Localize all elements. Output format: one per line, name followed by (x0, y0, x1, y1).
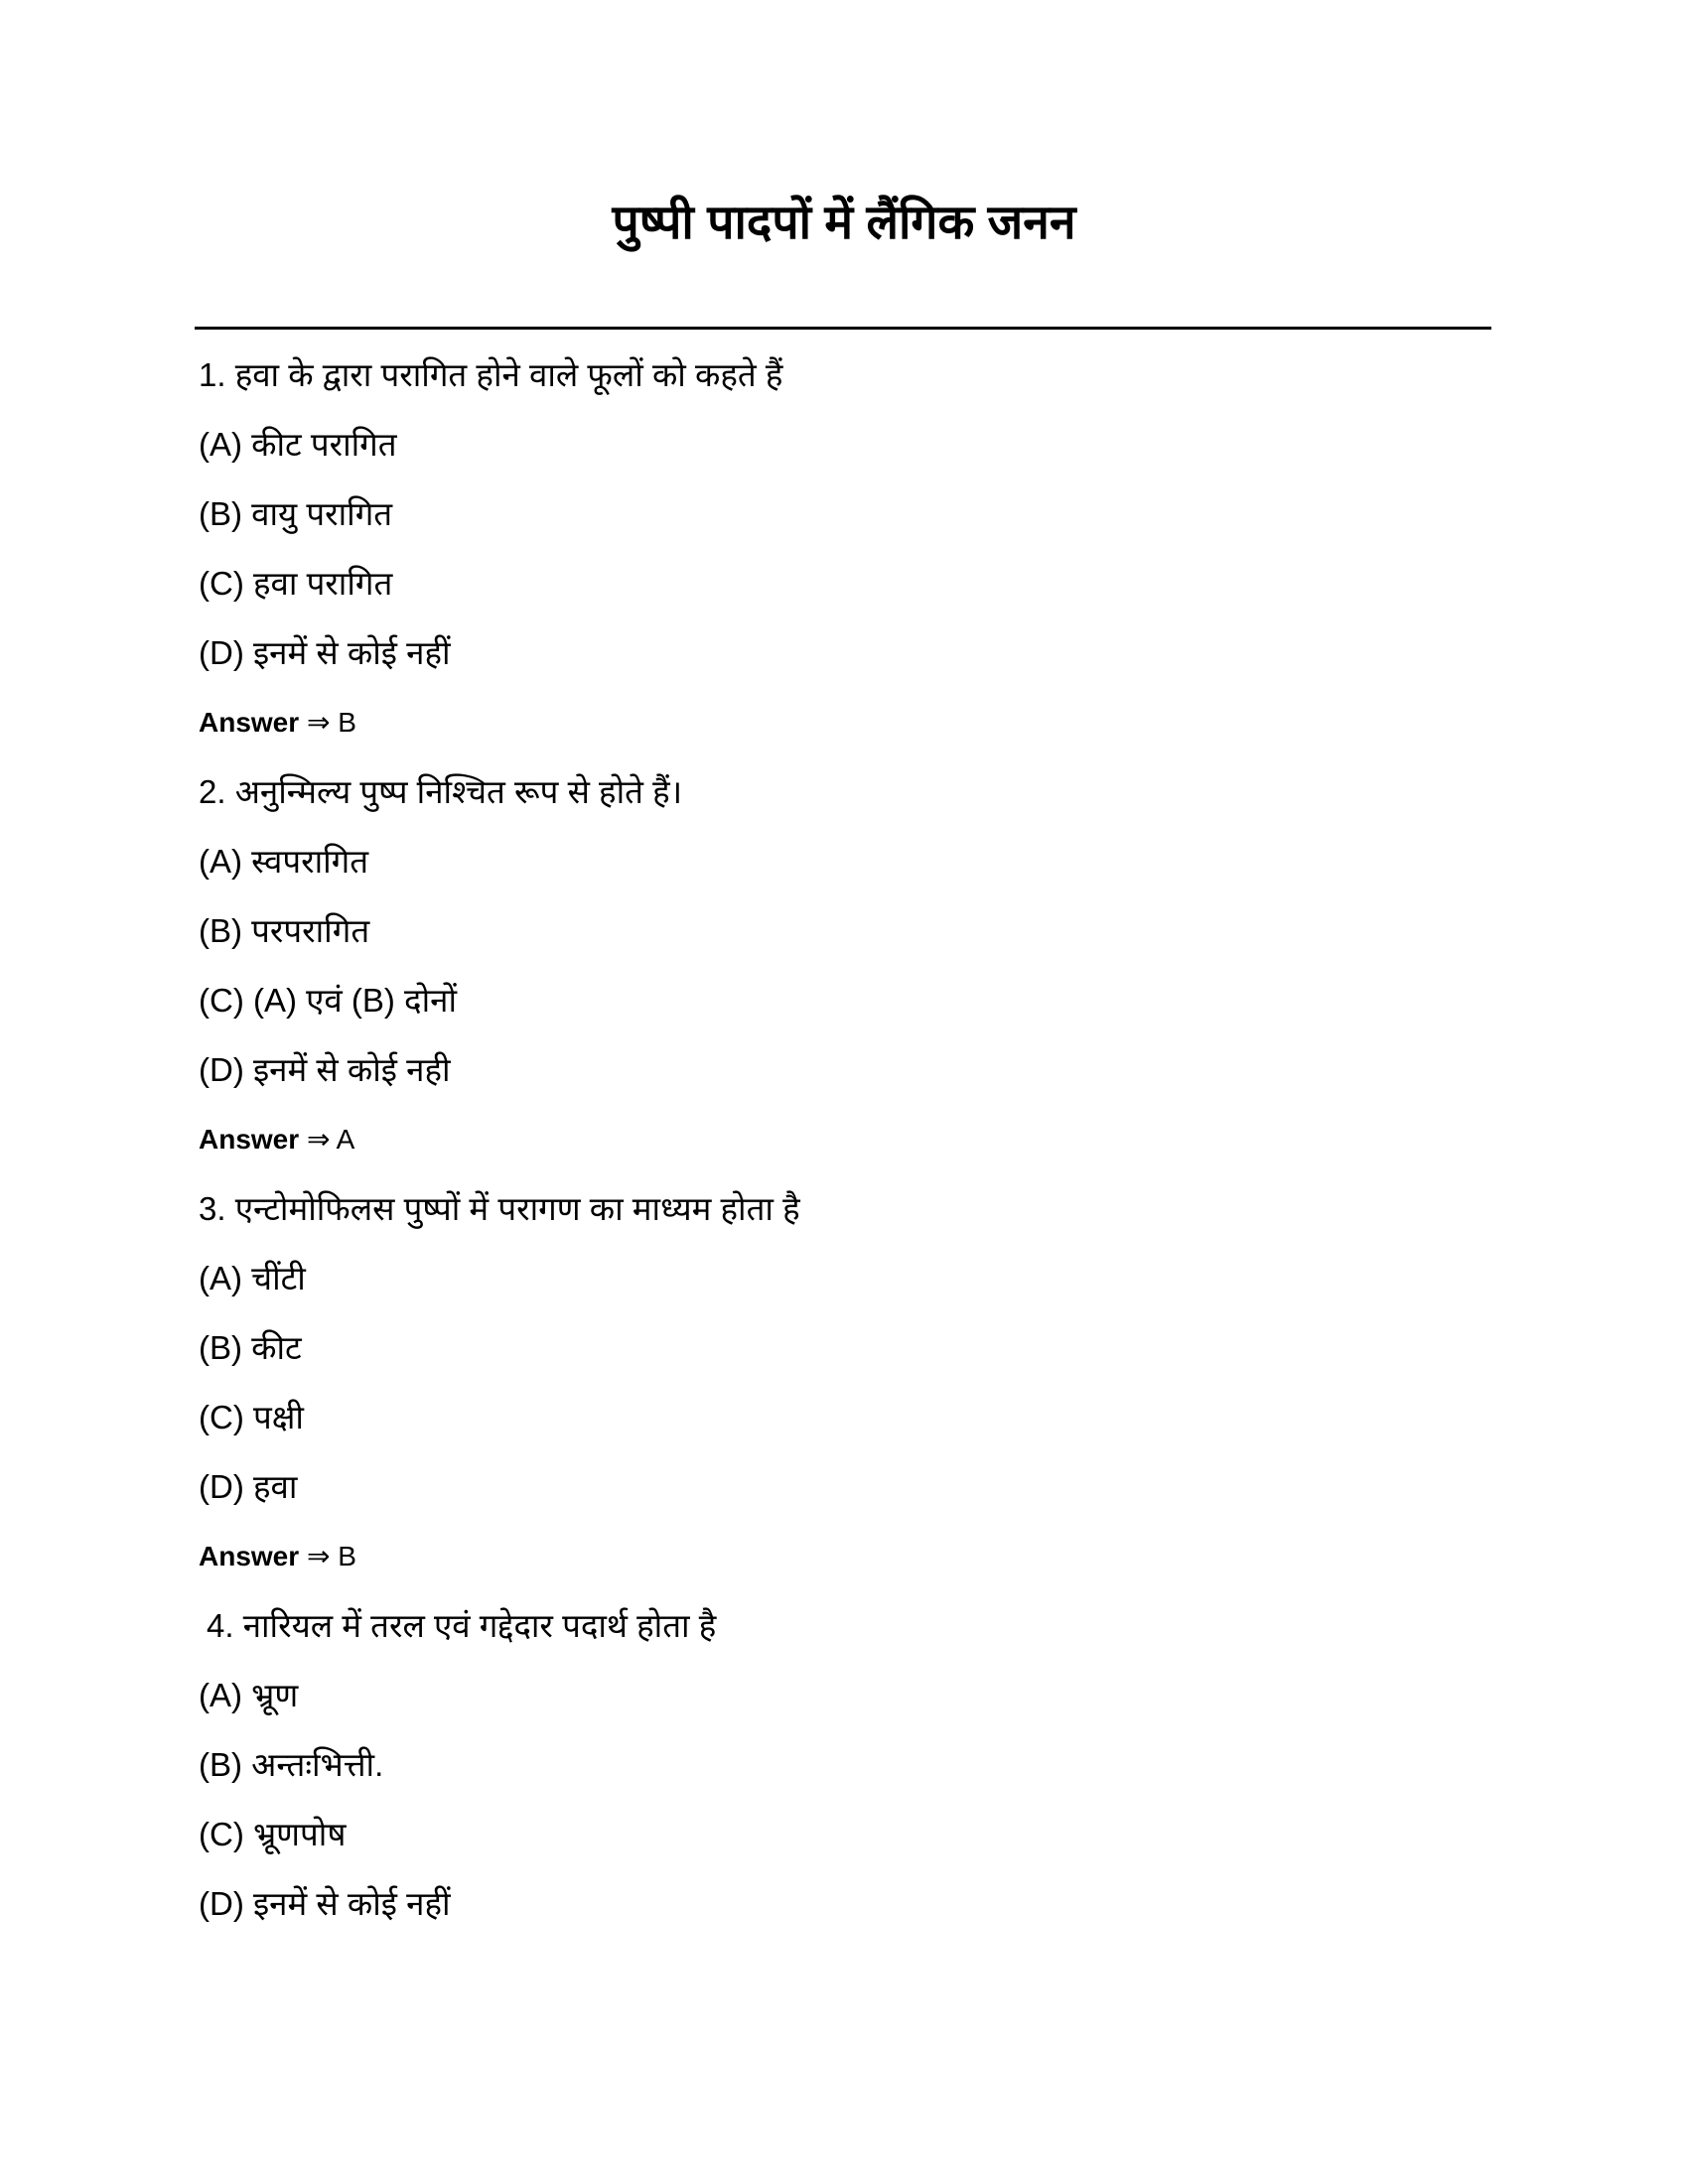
option-d: (D) इनमें से कोई नहीं (199, 634, 451, 671)
option-b: (B) अन्तःभित्ती. (199, 1746, 384, 1783)
question-3 (199, 1183, 1489, 1600)
question-text: 3. एन्टोमोफिलस पुष्पों में परागण का माध्यम होता है (199, 1190, 800, 1227)
question-2 (199, 766, 1489, 1183)
answer-line (199, 697, 1489, 766)
option-c: (C) पक्षी (199, 1399, 304, 1435)
option-d: (D) इनमें से कोई नहीं (199, 1885, 451, 1922)
option-d: (D) इनमें से कोई नही (199, 1051, 451, 1088)
answer-arrow-icon: ⇒ (306, 1541, 331, 1571)
option-c: (C) हवा परागित (199, 565, 393, 602)
question-list (199, 349, 1489, 1948)
answer-label: Answer (199, 707, 300, 738)
option-a: (A) स्वपरागित (199, 843, 369, 880)
option-a: (A) चींटी (199, 1260, 306, 1297)
answer-arrow-icon: ⇒ (306, 707, 331, 738)
option-c: (C) भ्रूणपोष (199, 1816, 347, 1852)
option-c: (C) (A) एवं (B) दोनों (199, 982, 457, 1019)
option-b: (B) वायु परागित (199, 495, 393, 532)
answer-line (199, 1531, 1489, 1600)
question-4 (199, 1600, 1489, 1948)
title-divider (195, 327, 1491, 330)
question-text: 1. हवा के द्वारा परागित होने वाले फूलों को कहते हैं (199, 356, 783, 393)
answer-value: B (338, 707, 356, 738)
question-text: 4. नारियल में तरल एवं गद्देदार पदार्थ होता है (207, 1607, 717, 1644)
option-b: (B) कीट (199, 1329, 302, 1366)
question-text: 2. अनुन्मिल्य पुष्प निश्चित रूप से होते हैं। (199, 773, 683, 810)
answer-value: A (336, 1124, 355, 1155)
option-d: (D) हवा (199, 1468, 298, 1505)
question-1 (199, 349, 1489, 766)
option-b: (B) परपरागित (199, 912, 370, 949)
answer-label: Answer (199, 1541, 300, 1571)
answer-arrow-icon: ⇒ (306, 1124, 331, 1155)
option-a: (A) कीट परागित (199, 426, 397, 463)
option-a: (A) भ्रूण (199, 1677, 299, 1713)
answer-line (199, 1114, 1489, 1183)
answer-value: B (338, 1541, 356, 1571)
page-title: पुष्पी पादपों में लैंगिक जनन (612, 197, 1076, 249)
answer-label: Answer (199, 1124, 300, 1155)
